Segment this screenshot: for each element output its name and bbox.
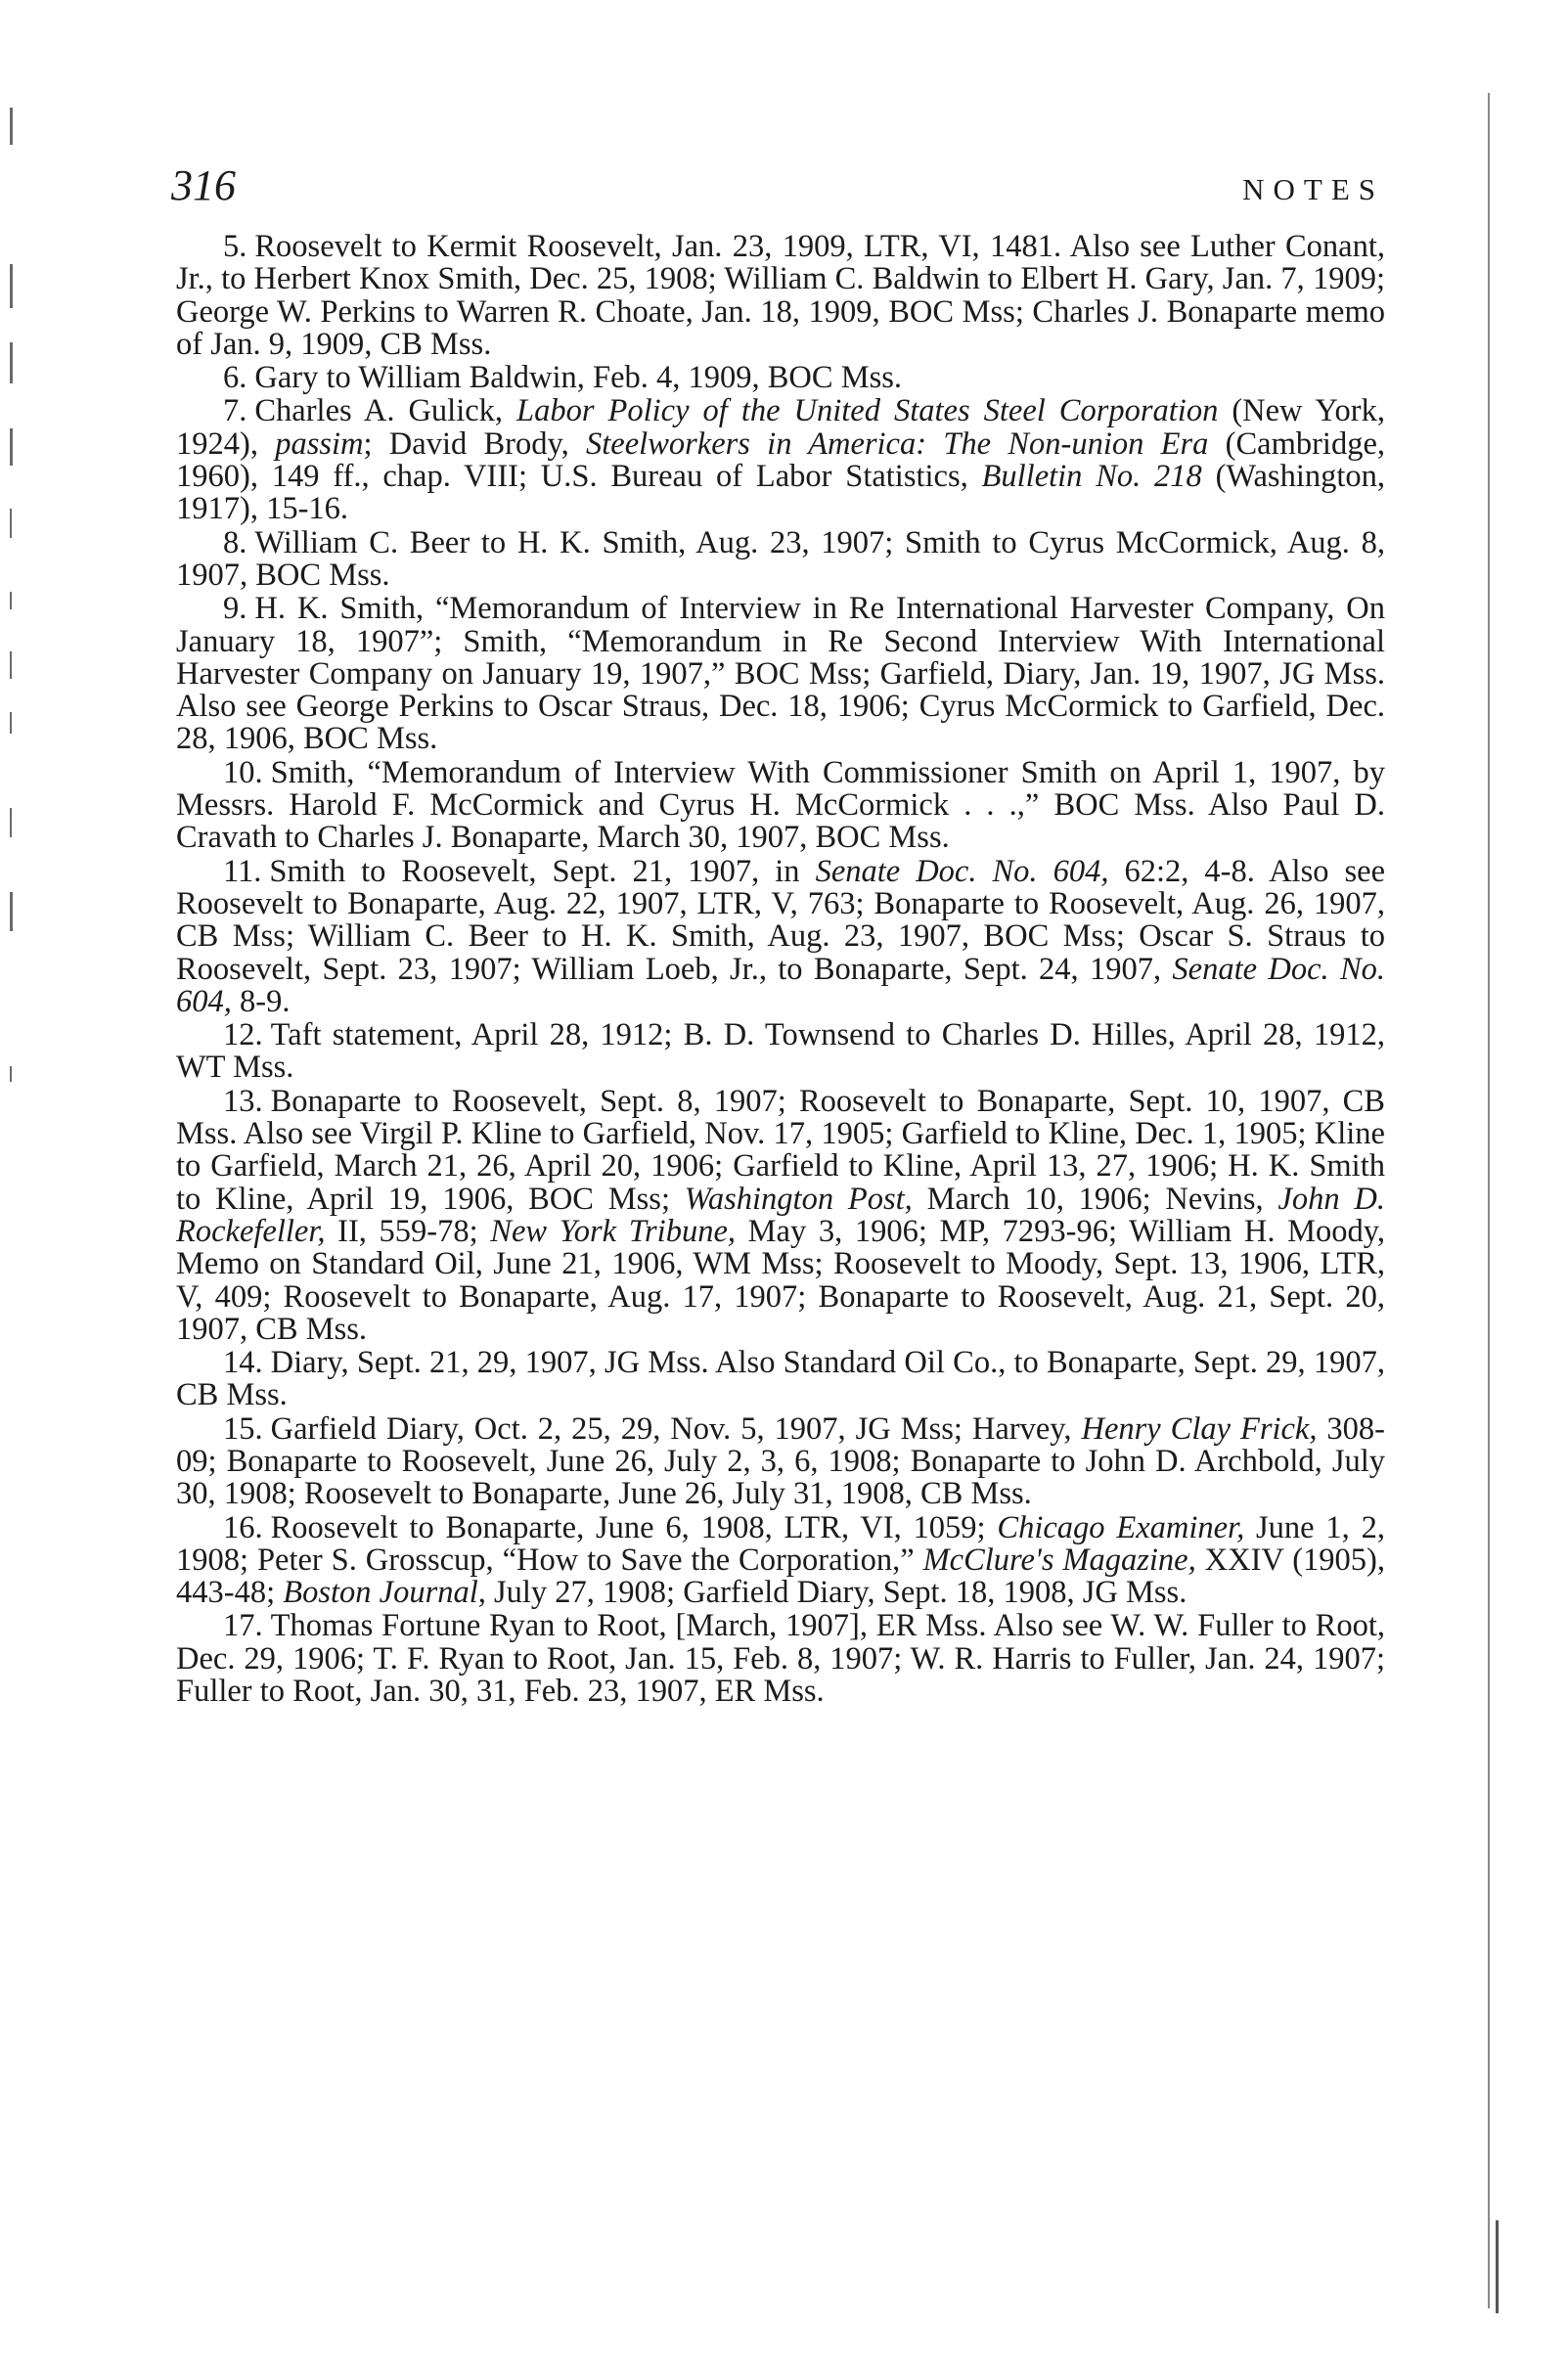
endnote	[176, 1509, 1385, 1611]
endnote-text: 62:2, 4-8. Also see Roosevelt to Bonaparte, Aug. 22, 1907, LTR, V, 763; Bonaparte to Roosevelt, Aug. 26, 1907, CB Mss; William C. Beer to H. K. Smith, Aug. 23, 1907, BOC Mss; Oscar S. Straus to Roosevelt, Sept. 23, 1907; William Loeb, Jr., to Bonaparte, Sept. 24, 1907,	[176, 853, 1385, 987]
endnote-text: July 27, 1908; Garfield Diary, Sept. 18, 1908, JG Mss.	[485, 1575, 1187, 1611]
endnote-text: Diary, Sept. 21, 29, 1907, JG Mss. Also Standard Oil Co., to Bonaparte, Sept. 29, 1907, CB Mss.	[176, 1345, 1385, 1413]
endnote-number: 7.	[223, 393, 247, 429]
endnote	[176, 395, 1385, 525]
scan-edge-mark	[10, 509, 12, 538]
endnote-number: 15.	[223, 1410, 263, 1447]
page-header	[171, 161, 1384, 223]
endnote-italic-title: Henry Clay Frick,	[1081, 1410, 1318, 1447]
endnote-italic-title: Bulletin No. 218	[981, 459, 1202, 495]
endnote-number: 5.	[223, 229, 247, 264]
endnote-text: Bonaparte to Roosevelt, Sept. 8, 1907; Roosevelt to Bonaparte, Sept. 10, 1907, CB Mss. Also see Virgil P. Kline to Garfield, Nov. 17, 1905; Garfield to Kline, Dec. 1, 1905; Kline to Garfield, March 21, 26, April 20, 1906; Garfield to Kline, April 13, 27, 1906; H. K. Smith to Kline, April 19, 1906, BOC Mss;	[176, 1083, 1385, 1217]
endnote-italic-title: Senate Doc. No. 604,	[815, 853, 1109, 889]
scan-edge-mark	[10, 1066, 12, 1082]
scan-edge-mark	[10, 342, 13, 383]
endnote-italic-title: New York Tribune,	[490, 1213, 736, 1249]
endnote-text: Charles A. Gulick,	[254, 393, 517, 429]
endnote-text: (Washington, 1917), 15-16.	[176, 459, 1385, 527]
endnote-text: Roosevelt to Kermit Roosevelt, Jan. 23, 1909, LTR, VI, 1481. Also see Luther Conant, Jr., to Herbert Knox Smith, Dec. 25, 1908; William C. Baldwin to Elbert H. Gary, Jan. 7, 1909; George W. Perkins to Warren R. Choate, Jan. 18, 1909, BOC Mss; Charles J. Bonaparte memo of Jan. 9, 1909, CB Mss.	[176, 229, 1385, 362]
endnote-italic-title: passim	[275, 425, 364, 462]
endnote	[176, 362, 1385, 394]
endnote-text: Roosevelt to Bonaparte, June 6, 1908, LTR, VI, 1059;	[270, 1509, 998, 1545]
scan-edge-mark	[10, 808, 12, 837]
endnotes-list	[176, 231, 1385, 1709]
endnote-number: 17.	[223, 1608, 263, 1644]
endnote-number: 6.	[223, 360, 247, 396]
endnote-text: William C. Beer to H. K. Smith, Aug. 23, 1907; Smith to Cyrus McCormick, Aug. 8, 1907, BOC Mss.	[176, 524, 1385, 593]
endnote-text: II, 559-78;	[325, 1213, 491, 1249]
page-number: 316	[171, 161, 236, 209]
endnote-number: 8.	[223, 524, 247, 560]
endnote-italic-title: John D. Rockefeller,	[176, 1181, 1385, 1249]
endnote	[176, 1019, 1385, 1085]
scan-edge-mark	[10, 712, 12, 734]
endnote-text: May 3, 1906; MP, 7293-96; William H. Moody, Memo on Standard Oil, June 21, 1906, WM Mss; Roosevelt to Moody, Sept. 13, 1906, LTR, V, 409; Roosevelt to Bonaparte, Aug. 17, 1907; Bonaparte to Roosevelt, Aug. 21, Sept. 20, 1907, CB Mss.	[176, 1213, 1385, 1347]
endnote-text: 308-09; Bonaparte to Roosevelt, June 26, July 2, 3, 6, 1908; Bonaparte to John D. Archbold, July 30, 1908; Roosevelt to Bonaparte, June 26, July 31, 1908, CB Mss.	[176, 1410, 1386, 1512]
endnote-number: 14.	[223, 1345, 263, 1381]
endnote	[176, 754, 1385, 856]
endnote-number: 16.	[223, 1509, 263, 1545]
scan-edge-mark	[10, 108, 13, 145]
endnote-text: Taft statement, April 28, 1912; B. D. Townsend to Charles D. Hilles, April 28, 1912, WT Mss.	[176, 1017, 1385, 1086]
endnote-number: 11.	[223, 853, 262, 889]
endnote-number: 12.	[223, 1017, 263, 1053]
endnote-number: 10.	[223, 754, 263, 790]
endnote-text: Smith to Roosevelt, Sept. 21, 1907, in	[269, 853, 816, 889]
endnote-italic-title: Boston Journal,	[283, 1575, 486, 1611]
endnote-italic-title: Chicago Examiner,	[997, 1509, 1245, 1545]
endnote	[176, 1083, 1385, 1347]
endnote-text: Thomas Fortune Ryan to Root, [March, 1907], ER Mss. Also see W. W. Fuller to Root, Dec. 29, 1906; T. F. Ryan to Root, Jan. 15, Feb. 8, 1907; W. R. Harris to Fuller, Jan. 24, 1907; Fuller to Root, Jan. 30, 31, Feb. 23, 1907, ER Mss.	[176, 1608, 1385, 1710]
scan-edge-mark	[10, 428, 13, 466]
endnote-text: March 10, 1906; Nevins,	[912, 1181, 1278, 1217]
endnote-italic-title: Senate Doc. No. 604,	[176, 951, 1385, 1019]
endnote	[176, 1610, 1385, 1708]
scan-edge-mark	[1488, 93, 1490, 2308]
endnote	[176, 524, 1385, 593]
endnote-text: 8-9.	[231, 983, 291, 1019]
endnote-text: H. K. Smith, “Memorandum of Interview in Re International Harvester Company, On January 18, 1907”; Smith, “Memorandum in Re Second Interview With International Harvester Company on January 19, 1907,” BOC Mss; Garfield, Diary, Jan. 19, 1907, JG Mss. Also see George Perkins to Oscar Straus, Dec. 18, 1906; Cyrus McCormick to Garfield, Dec. 28, 1906, BOC Mss.	[176, 591, 1385, 757]
endnote-number: 9.	[223, 591, 247, 627]
endnote-italic-title: Labor Policy of the United States Steel Corporation	[516, 393, 1219, 429]
endnote	[176, 1410, 1386, 1512]
scan-edge-mark	[10, 892, 13, 931]
scan-edge-mark	[10, 651, 12, 679]
endnote-text: Smith, “Memorandum of Interview With Commissioner Smith on April 1, 1907, by Messrs. Harold F. McCormick and Cyrus H. McCormick . . .,” BOC Mss. Also Paul D. Cravath to Charles J. Bonaparte, March 30, 1907, BOC Mss.	[176, 754, 1385, 856]
endnote-text: (Cambridge, 1960), 149 ff., chap. VIII; U.S. Bureau of Labor Statistics,	[176, 425, 1385, 495]
endnote-text: (New York, 1924),	[176, 393, 1385, 462]
endnote-italic-title: McClure's Magazine,	[922, 1542, 1196, 1578]
endnote-text: Gary to William Baldwin, Feb. 4, 1909, BOC Mss.	[254, 360, 903, 396]
running-head: NOTES	[1242, 172, 1384, 206]
endnote	[176, 231, 1385, 361]
endnote-text: XXIV (1905), 443-48;	[176, 1542, 1385, 1611]
endnote-text: Garfield Diary, Oct. 2, 25, 29, Nov. 5, 1907, JG Mss; Harvey,	[270, 1410, 1082, 1447]
scan-edge-mark	[10, 592, 12, 609]
scan-edge-mark	[1496, 2220, 1499, 2313]
endnote-number: 13.	[223, 1083, 263, 1119]
endnote-italic-title: Steelworkers in America: The Non-union Era	[586, 425, 1209, 462]
endnote	[176, 593, 1385, 755]
endnote-italic-title: Washington Post,	[684, 1181, 913, 1217]
endnote	[176, 853, 1385, 1019]
scan-edge-mark	[10, 264, 13, 308]
endnote-text: June 1, 2, 1908; Peter S. Grosscup, “How to Save the Corporation,”	[176, 1509, 1385, 1578]
endnote-text: ; David Brody,	[363, 425, 587, 462]
endnote	[176, 1347, 1385, 1412]
